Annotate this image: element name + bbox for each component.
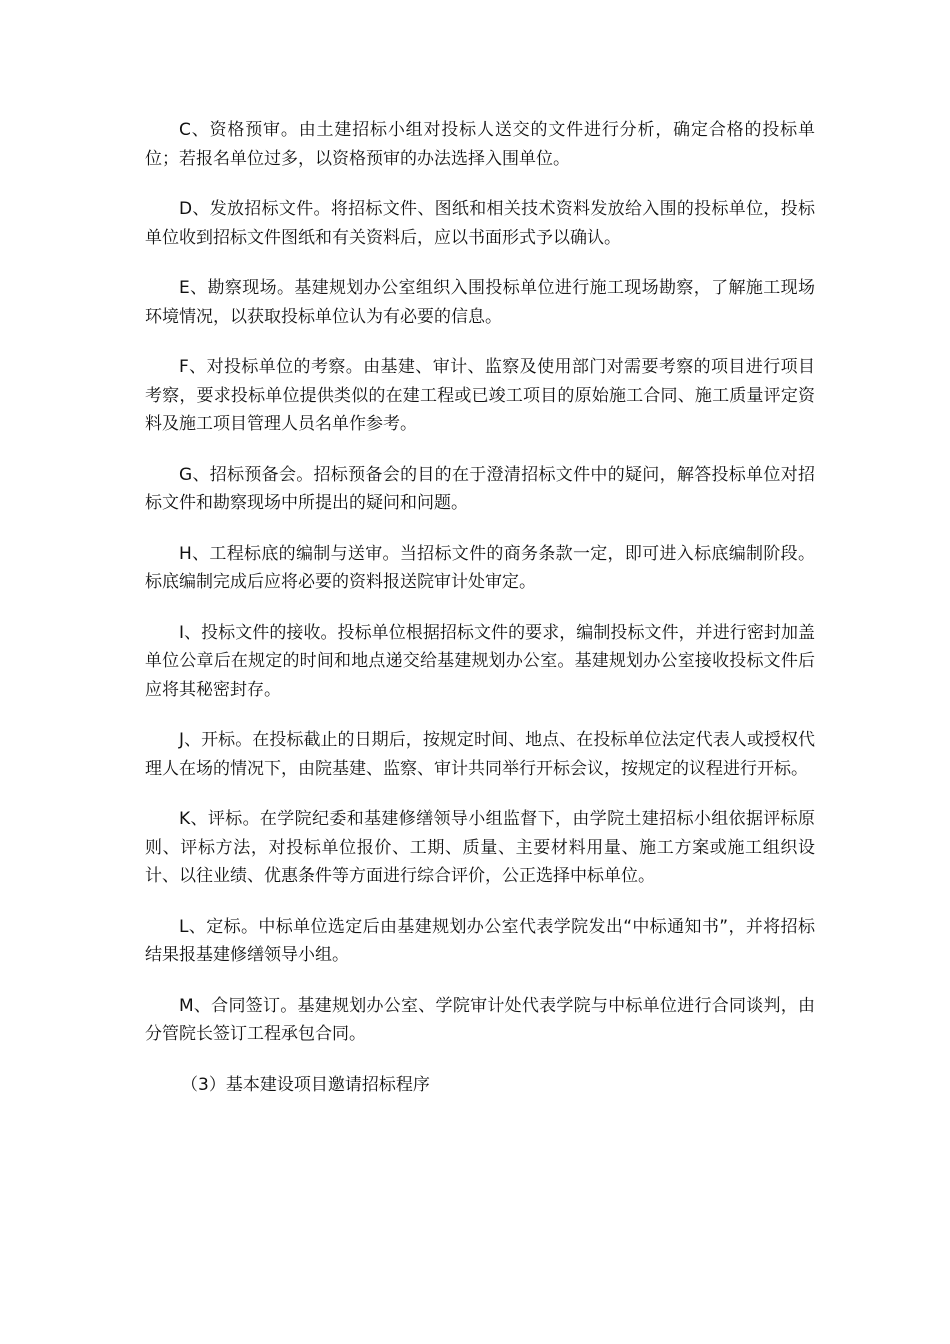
paragraph-i: I、投标文件的接收。投标单位根据招标文件的要求，编制投标文件，并进行密封加盖单位公章后在规定的时间和地点递交给基建规划办公室。基建规划办公室接收投标文件后应将其秘密封存。 <box>145 622 815 700</box>
paragraph-c: C、资格预审。由土建招标小组对投标人送交的文件进行分析，确定合格的投标单位；若报名单位过多，以资格预审的办法选择入围单位。 <box>145 120 815 169</box>
document-body <box>145 116 815 1099</box>
paragraph-d: D、发放招标文件。将招标文件、图纸和相关技术资料发放给入围的投标单位，投标单位收到招标文件图纸和有关资料后，应以书面形式予以确认。 <box>145 199 815 248</box>
paragraph-j: J、开标。在投标截止的日期后，按规定时间、地点、在投标单位法定代表人或授权代理人在场的情况下，由院基建、监察、审计共同举行开标会议，按规定的议程进行开标。 <box>145 730 815 779</box>
paragraph-k: K、评标。在学院纪委和基建修缮领导小组监督下，由学院土建招标小组依据评标原则、评标方法，对投标单位报价、工期、质量、主要材料用量、施工方案或施工组织设计、以往业绩、优惠条件等方面进行综合评价，公正选择中标单位。 <box>145 809 815 886</box>
paragraph-h: H、工程标底的编制与送审。当招标文件的商务条款一定，即可进入标底编制阶段。标底编制完成后应将必要的资料报送院审计处审定。 <box>145 543 815 592</box>
paragraph-l: L、定标。中标单位选定后由基建规划办公室代表学院发出“中标通知书”，并将招标结果报基建修缮领导小组。 <box>145 916 815 965</box>
section-heading: （3）基本建设项目邀请招标程序 <box>181 1074 430 1095</box>
paragraph-m: M、合同签订。基建规划办公室、学院审计处代表学院与中标单位进行合同谈判，由分管院长签订工程承包合同。 <box>145 995 815 1044</box>
paragraph-g: G、招标预备会。招标预备会的目的在于澄清招标文件中的疑问，解答投标单位对招标文件和勘察现场中所提出的疑问和问题。 <box>145 464 815 513</box>
paragraph-f: F、对投标单位的考察。由基建、审计、监察及使用部门对需要考察的项目进行项目考察，要求投标单位提供类似的在建工程或已竣工项目的原始施工合同、施工质量评定资料及施工项目管理人员名单作参考。 <box>145 357 815 434</box>
paragraph-e: E、勘察现场。基建规划办公室组织入围投标单位进行施工现场勘察，了解施工现场环境情况，以获取投标单位认为有必要的信息。 <box>145 278 815 327</box>
